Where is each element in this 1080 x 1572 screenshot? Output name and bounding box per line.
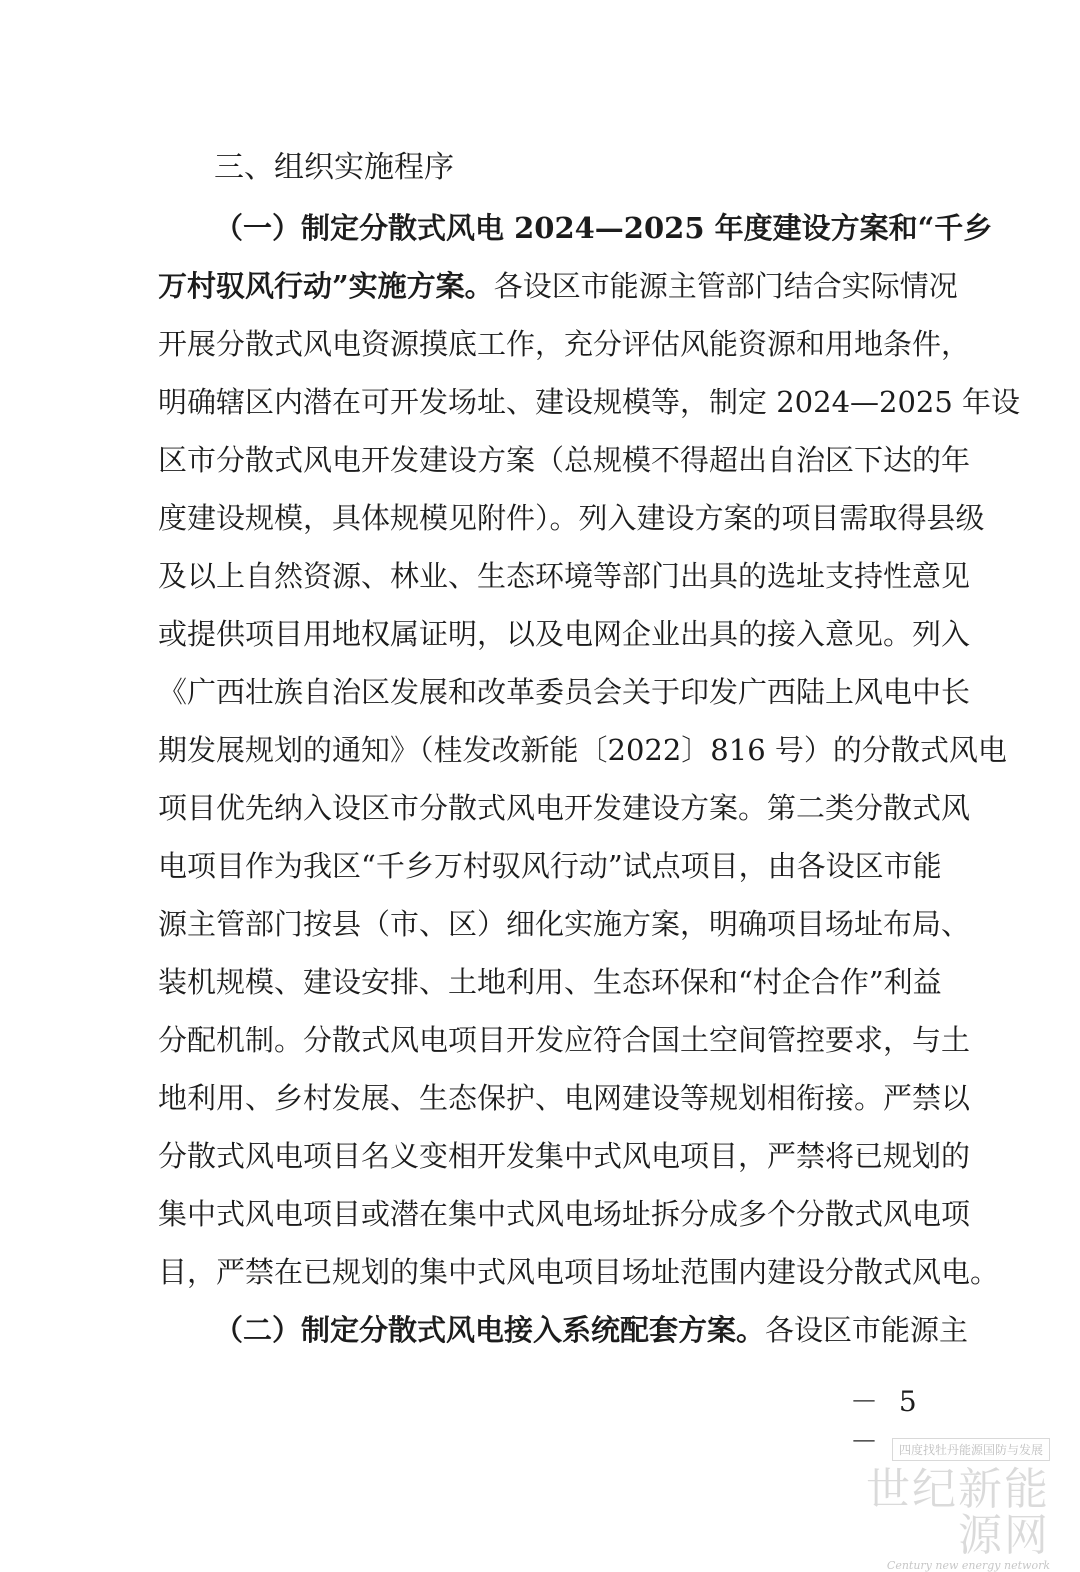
paragraph-line: 或提供项目用地权属证明，以及电网企业出具的接入意见。列入 (158, 617, 971, 651)
paragraph-line: 地利用、乡村发展、生态保护、电网建设等规划相衔接。严禁以 (158, 1081, 971, 1115)
watermark (830, 1438, 1050, 1572)
subheading-2: （二）制定分散式风电接入系统配套方案。 (214, 1313, 766, 1347)
page-number: － 5 － (850, 1385, 923, 1458)
paragraph-line: 装机规模、建设安排、土地利用、生态环保和“村企合作”利益 (158, 965, 942, 999)
watermark-logo-text: 世纪新能源网 (866, 1464, 1050, 1561)
paragraph-line: 度建设规模，具体规模见附件）。列入建设方案的项目需取得县级 (158, 501, 985, 535)
paragraph-line: 分配机制。分散式风电项目开发应符合国土空间管控要求，与土 (158, 1023, 971, 1057)
paragraph-line: 期发展规划的通知》（桂发改新能〔2022〕816 号）的分散式风电 (158, 733, 1007, 767)
paragraph-line (158, 266, 958, 306)
section-heading: 三、组织实施程序 (214, 150, 454, 185)
paragraph-line: 分散式风电项目名义变相开发集中式风电项目，严禁将已规划的 (158, 1139, 971, 1173)
subheading-1-continued: 万村驭风行动”实施方案。 (158, 269, 494, 303)
paragraph-line (214, 1310, 969, 1350)
paragraph-line: 《广西壮族自治区发展和改革委员会关于印发广西陆上风电中长 (158, 675, 971, 709)
subheading-1: （一）制定分散式风电 2024—2025 年度建设方案和“千乡 (214, 211, 993, 245)
paragraph-line: 集中式风电项目或潜在集中式风电场址拆分成多个分散式风电项 (158, 1197, 971, 1231)
paragraph-line: 目，严禁在已规划的集中式风电项目场址范围内建设分散式风电。 (158, 1255, 1000, 1289)
paragraph-line: 及以上自然资源、林业、生态环境等部门出具的选址支持性意见 (158, 559, 971, 593)
paragraph-line: 明确辖区内潜在可开发场址、建设规模等，制定 2024—2025 年设 (158, 385, 1021, 419)
paragraph-line: 电项目作为我区“千乡万村驭风行动”试点项目，由各设区市能 (158, 849, 942, 883)
paragraph-text: 各设区市能源主管部门结合实际情况 (493, 269, 958, 303)
watermark-small-text: 四度找牡丹能源国防与发展 (892, 1438, 1050, 1461)
paragraph-line: 项目优先纳入设区市分散式风电开发建设方案。第二类分散式风 (158, 791, 971, 825)
paragraph-text: 各设区市能源主 (765, 1313, 969, 1347)
watermark-english-text: Century new energy network (886, 1559, 1050, 1572)
paragraph-line: 区市分散式风电开发建设方案（总规模不得超出自治区下达的年 (158, 443, 971, 477)
paragraph-line: 源主管部门按县（市、区）细化实施方案，明确项目场址布局、 (158, 907, 971, 941)
paragraph-line: 开展分散式风电资源摸底工作，充分评估风能资源和用地条件， (158, 327, 971, 361)
